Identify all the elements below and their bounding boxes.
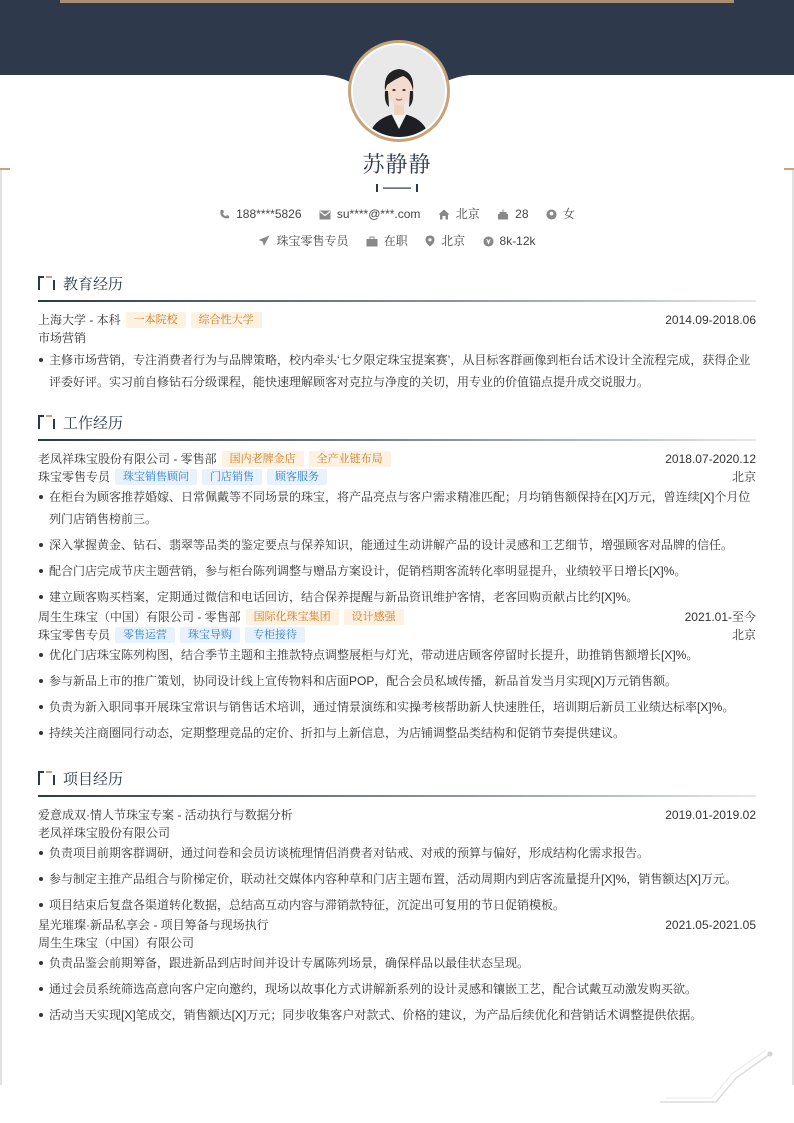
salary-icon xyxy=(483,236,494,247)
project-title: 项目经历 xyxy=(63,770,124,788)
list-item: 优化门店珠宝陈列构图，结合季节主题和主推款特点调整展柜与灯光，带动进店顾客停留时长提升，助推销售额增长[X]%。 xyxy=(38,644,756,666)
age-item xyxy=(497,207,528,221)
job-intention-row xyxy=(0,232,794,249)
list-item: 持续关注商圈同行动态，定期整理竞品的定价、折扣与上新信息，为店铺调整品类结构和促销节奏提供建议。 xyxy=(38,722,756,744)
salary-text: 8k-12k xyxy=(499,233,536,248)
name-divider-icon xyxy=(376,183,418,193)
age-icon xyxy=(497,209,509,220)
status-item xyxy=(366,232,408,249)
project-header xyxy=(38,768,756,792)
company-tag: 设计感强 xyxy=(344,609,404,625)
section-divider xyxy=(38,795,756,797)
project-date: 2021.05-2021.05 xyxy=(665,918,756,932)
list-item: 活动当天实现[X]笔成交，销售额达[X]万元；同步收集客户对款式、价格的建议，为产品后续优化和营销话术调整提供依据。 xyxy=(38,1004,756,1026)
role-tag: 珠宝销售顾问 xyxy=(115,469,197,485)
education-date: 2014.09-2018.06 xyxy=(665,313,756,327)
project-org: 周生生珠宝（中国）有限公司 xyxy=(38,936,195,950)
location-item xyxy=(438,205,480,222)
major-name: 市场营销 xyxy=(38,331,87,345)
location-text: 北京 xyxy=(455,207,480,221)
role-tag: 零售运营 xyxy=(115,627,175,643)
salary-item xyxy=(483,234,536,248)
target-job-text: 珠宝零售专员 xyxy=(276,234,349,248)
list-item: 参与制定主推产品组合与阶梯定价，联动社交媒体内容种草和门店主题布置，活动周期内到店客流量提升[X]%，销售额达[X]万元。 xyxy=(38,868,756,890)
job-entry xyxy=(38,608,756,744)
list-item: 负责品鉴会前期筹备，跟进新品到店时间并设计专属陈列场景，确保样品以最佳状态呈现。 xyxy=(38,952,756,974)
avatar xyxy=(348,40,450,142)
education-header xyxy=(38,273,756,297)
project-section xyxy=(38,768,756,1026)
work-title: 工作经历 xyxy=(63,414,124,432)
age-text: 28 xyxy=(515,206,529,221)
corner-decoration xyxy=(656,1046,780,1106)
send-icon xyxy=(258,235,270,247)
role-tag: 珠宝导购 xyxy=(180,627,240,643)
education-title: 教育经历 xyxy=(63,275,124,293)
list-item: 参与新品上市的推广策划，协同设计线上宣传物料和店面POP，配合会员私域传播，新品首发当月实现[X]万元销售额。 xyxy=(38,670,756,692)
phone-text: 188****5826 xyxy=(236,206,302,221)
phone-icon xyxy=(219,209,230,220)
email-item xyxy=(319,207,421,221)
target-city-text: 北京 xyxy=(441,234,466,248)
project-date: 2019.01-2019.02 xyxy=(665,808,756,822)
project-org: 老凤祥珠宝股份有限公司 xyxy=(38,826,171,840)
section-bracket-icon xyxy=(38,415,56,429)
education-entry xyxy=(38,311,756,393)
list-item: 项目结束后复盘各渠道转化数据，总结高互动内容与滞销款特征，沉淀出可复用的节日促销模板。 xyxy=(38,894,756,916)
left-border-line xyxy=(0,170,2,1085)
school-tag: 综合性大学 xyxy=(191,312,262,328)
briefcase-icon xyxy=(366,236,378,247)
gender-icon xyxy=(546,209,557,220)
section-divider xyxy=(38,439,756,441)
job-date: 2018.07-2020.12 xyxy=(665,452,756,466)
section-divider xyxy=(38,300,756,302)
avatar-portrait-icon xyxy=(353,45,445,137)
job-role: 珠宝零售专员 xyxy=(38,628,111,642)
list-item: 在柜台为顾客推荐婚嫁、日常佩戴等不同场景的珠宝，将产品亮点与客户需求精准匹配；月均销售额保持在[X]万元，曾连续[X]个月位列门店销售榜前三。 xyxy=(38,486,756,530)
list-item: 负责项目前期客群调研，通过问卷和会员访谈梳理情侣消费者对钻戒、对戒的预算与偏好，形成结构化需求报告。 xyxy=(38,842,756,864)
candidate-name: 苏静静 xyxy=(362,153,432,178)
project-entry xyxy=(38,806,756,916)
school-tag: 一本院校 xyxy=(126,312,186,328)
section-bracket-icon xyxy=(38,276,56,290)
company-name: 老凤祥珠宝股份有限公司 - 零售部 xyxy=(38,452,217,466)
job-city: 北京 xyxy=(731,628,756,642)
company-name: 周生生珠宝（中国）有限公司 - 零售部 xyxy=(38,610,241,624)
education-section xyxy=(38,273,756,393)
role-tag: 专柜接待 xyxy=(245,627,305,643)
job-date: 2021.01-至今 xyxy=(684,610,756,624)
company-tag: 国内老牌金店 xyxy=(222,451,304,467)
job-city: 北京 xyxy=(731,470,756,484)
gender-item xyxy=(546,205,575,222)
section-bracket-icon xyxy=(38,771,56,785)
job-role: 珠宝零售专员 xyxy=(38,470,111,484)
contact-row xyxy=(0,205,794,222)
mail-icon xyxy=(319,210,331,220)
school-name: 上海大学 - 本科 xyxy=(38,313,121,327)
list-item: 建立顾客购买档案，定期通过微信和电话回访，结合保养提醒与新品资讯维护客情，老客回购贡献占比约[X]%。 xyxy=(38,586,756,608)
company-tag: 全产业链布局 xyxy=(309,451,391,467)
list-item: 主修市场营销，专注消费者行为与品牌策略，校内牵头‘七夕限定珠宝提案赛’，从目标客群画像到柜台话术设计全流程完成，获得企业评委好评。实习前自修钻石分级课程，能快速理解顾客对克拉与净度的关切，用专业的价值锚点提升成交说服力。 xyxy=(38,349,756,393)
company-tag: 国际化珠宝集团 xyxy=(246,609,339,625)
project-entry xyxy=(38,916,756,1026)
email-text: su****@***.com xyxy=(336,206,421,221)
project-name: 爱意成双·情人节珠宝专案 - 活动执行与数据分析 xyxy=(38,808,293,822)
list-item: 深入掌握黄金、钻石、翡翠等品类的鉴定要点与保养知识，能通过生动讲解产品的设计灵感和工艺细节，增强顾客对品牌的信任。 xyxy=(38,534,756,556)
gender-text: 女 xyxy=(562,207,575,221)
list-item: 负责为新入职同事开展珠宝常识与销售话术培训，通过情景演练和实操考核帮助新人快速胜任，培训期后新员工业绩达标率[X]%。 xyxy=(38,696,756,718)
role-tag: 门店销售 xyxy=(202,469,262,485)
list-item: 通过会员系统筛选高意向客户定向邀约，现场以故事化方式讲解新系列的设计灵感和镶嵌工艺，配合试戴互动激发购买欲。 xyxy=(38,978,756,1000)
job-entry xyxy=(38,450,756,608)
target-job-item xyxy=(258,232,348,249)
work-section xyxy=(38,412,756,744)
target-city-item xyxy=(425,232,465,249)
location-pin-icon xyxy=(425,235,435,247)
project-name: 星光璀璨·新品私享会 - 项目筹备与现场执行 xyxy=(38,918,269,932)
list-item: 配合门店完成节庆主题营销，参与柜台陈列调整与赠品方案设计，促销档期客流转化率明显提升，业绩较平日增长[X]%。 xyxy=(38,560,756,582)
status-text: 在职 xyxy=(383,234,408,248)
role-tag: 顾客服务 xyxy=(267,469,327,485)
phone-item xyxy=(219,207,301,221)
home-icon xyxy=(438,209,450,220)
work-header xyxy=(38,412,756,436)
